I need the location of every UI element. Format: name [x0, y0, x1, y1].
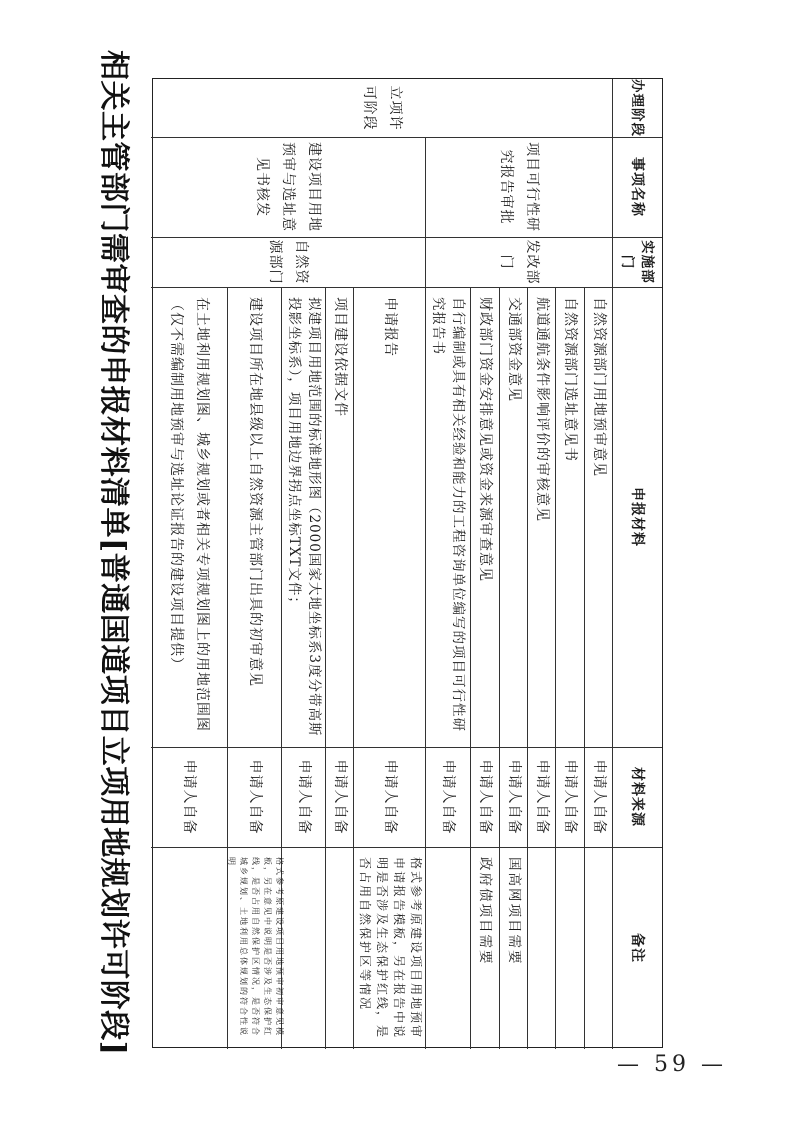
item-cell-text: 项目可行性研究报告审批	[498, 142, 541, 232]
dept-cell	[426, 237, 613, 287]
source-cell-text: 申请人自备	[440, 759, 457, 835]
material-cell	[354, 287, 426, 747]
page-number: — 59 —	[617, 1052, 727, 1077]
stage-header	[613, 79, 662, 137]
source-cell-text: 申请人自备	[591, 759, 607, 835]
material-cell	[228, 287, 282, 747]
source-cell-text: 申请人自备	[247, 759, 263, 835]
source-cell-text: 申请人自备	[332, 759, 348, 835]
dept-cell-text: 发改部门	[498, 239, 541, 285]
material-cell	[151, 287, 228, 747]
material-cell-text: 自然资源部门选址意见书	[562, 297, 579, 462]
note-cell	[228, 847, 282, 1049]
note-header-text: 备注	[629, 933, 646, 963]
source-cell	[426, 747, 471, 847]
source-cell-text: 申请人自备	[477, 759, 494, 835]
stage-cell-text: 立项许可阶段	[361, 85, 403, 131]
dept-header-text: 实施部门	[619, 240, 656, 284]
material-cell	[528, 287, 556, 747]
source-cell	[228, 747, 282, 847]
material-header-text: 申报材料	[629, 487, 646, 547]
source-cell	[354, 747, 426, 847]
source-cell	[556, 747, 585, 847]
stage-header-text: 办理阶段	[629, 79, 646, 137]
source-cell	[151, 747, 228, 847]
source-cell-text: 申请人自备	[382, 759, 398, 835]
source-cell-text: 申请人自备	[534, 759, 550, 835]
material-cell-text: 自然资源部门用地预审意见	[591, 297, 607, 477]
note-cell	[471, 847, 500, 1049]
source-cell	[585, 747, 613, 847]
page-title: 相关主管部门需审查的申报材料清单[普通国道项目立项用地规划许可阶段]	[96, 50, 131, 1056]
material-cell	[471, 287, 500, 747]
item-header	[613, 137, 662, 237]
note-cell-text: 格式参考原建设项目用地预审申请报告模板，另在报告中说明是否涉及生态保护红线，是否占用自然保护区等情况	[358, 857, 423, 1040]
source-cell	[282, 747, 326, 847]
material-cell	[326, 287, 354, 747]
note-header	[613, 847, 662, 1049]
item-cell-text: 建设项目用地预审与选址意见书核发	[254, 142, 323, 232]
source-cell-text: 申请人自备	[562, 759, 579, 835]
source-cell-text: 申请人自备	[506, 759, 522, 835]
note-cell-text: 格式参考原建设项目用地预审初审意见模板，另在意见中说明是否涉及生态保护红线，是否占用自然保护区情况，是否符合城乡规划、土地利用总体规划的符合性说明	[227, 857, 284, 1037]
material-cell-text: 申请报告	[382, 297, 398, 357]
source-cell	[500, 747, 528, 847]
material-cell	[426, 287, 471, 747]
material-cell	[585, 287, 613, 747]
source-cell-text: 申请人自备	[296, 759, 312, 835]
note-cell	[500, 847, 528, 1049]
source-cell	[326, 747, 354, 847]
item-cell	[426, 137, 613, 237]
item-header-text: 事项名称	[629, 157, 646, 217]
note-cell	[354, 847, 426, 1049]
material-header	[613, 287, 662, 747]
item-cell	[151, 137, 426, 237]
material-cell	[500, 287, 528, 747]
dept-header	[613, 237, 662, 287]
note-cell-text: 国高网项目需要	[506, 857, 522, 966]
material-cell	[282, 287, 326, 747]
note-cell-text: 政府债项目需要	[477, 857, 494, 966]
source-cell	[528, 747, 556, 847]
material-cell-text: 航道通航条件影响评价的审核意见	[534, 297, 550, 522]
material-cell-text: 项目建设依据文件	[332, 297, 348, 417]
dept-cell	[151, 237, 426, 287]
material-cell	[556, 287, 585, 747]
source-header-text: 材料来源	[629, 767, 646, 827]
stage-cell	[151, 79, 613, 137]
materials-table	[152, 78, 663, 1048]
material-cell-text: 在土地利用规划图、城乡规划或者相关专项规划图上的用地范围图（仅不需编制用地预审与选址论证报告的建设项目提供）	[168, 297, 211, 732]
source-cell-text: 申请人自备	[181, 759, 198, 835]
material-cell-text: 交通部资金意见	[506, 297, 522, 402]
material-cell-text: 自行编制或具有相关经验和能力的工程咨询单位编写的项目可行性研究报告书	[430, 297, 467, 732]
dept-cell-text: 自然资源部门	[267, 239, 310, 285]
material-cell-text: 拟建项目用地范围的标准地形图（2000国家大地坐标系3度分带高斯投影坐标系），项目用地边界拐点坐标TXT文件；	[286, 297, 322, 737]
material-cell-text: 财政部门资金安排意见或资金来源审查意见	[477, 297, 494, 582]
source-cell	[471, 747, 500, 847]
material-cell-text: 建设项目所在地县级以上自然资源主管部门出具的初审意见	[247, 297, 263, 687]
source-header	[613, 747, 662, 847]
